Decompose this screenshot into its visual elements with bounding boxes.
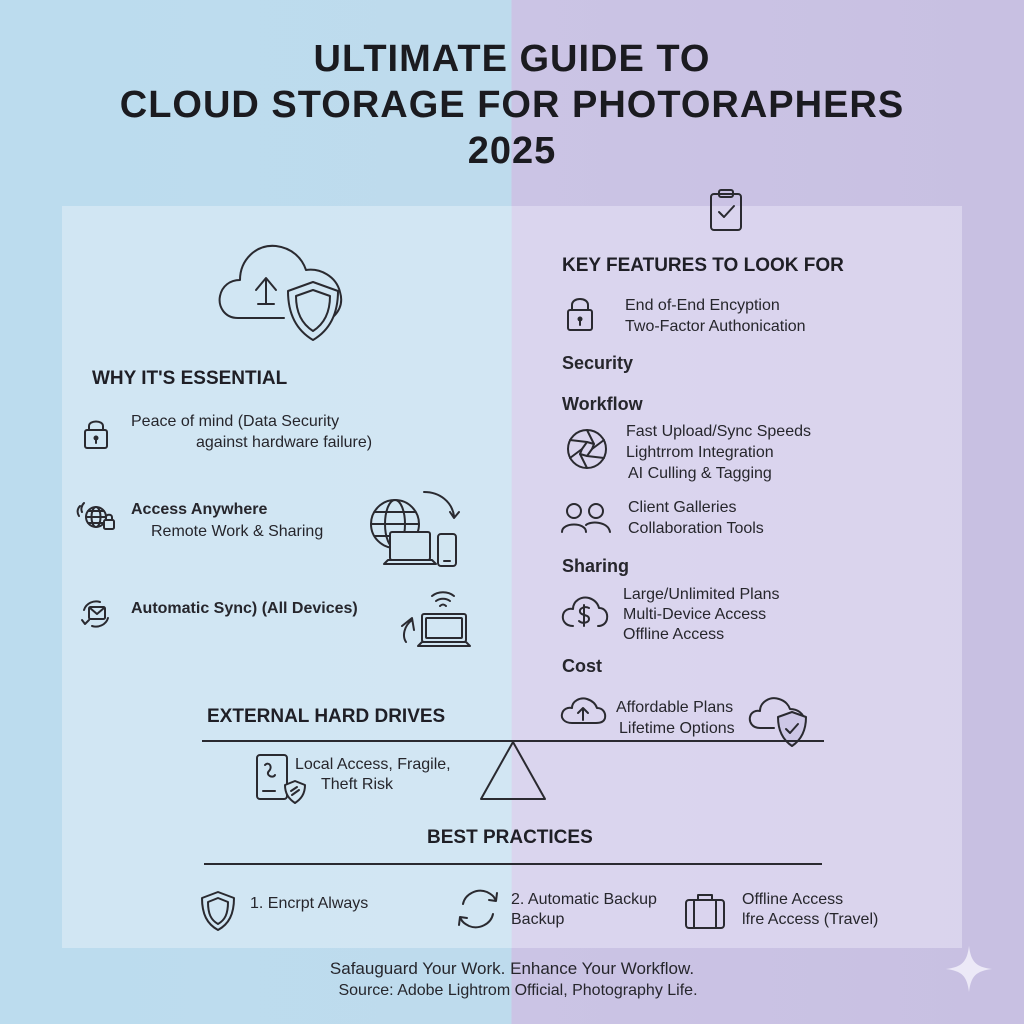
- shield-icon: [200, 890, 236, 932]
- globe-devices-icon: [368, 488, 468, 570]
- automatic-sync-text: Automatic Sync) (All Devices): [131, 600, 358, 617]
- cost-item-2: Lifetime Options: [619, 720, 735, 737]
- access-anywhere-subtitle: Remote Work & Sharing: [151, 523, 324, 540]
- globe-lock-icon: [76, 500, 118, 532]
- peace-of-mind-line-1: Peace of mind (Data Security: [131, 413, 340, 430]
- best-practices-divider: [204, 863, 822, 865]
- external-drives-heading: EXTERNAL HARD DRIVES: [207, 706, 446, 727]
- security-lock-icon: [566, 296, 594, 332]
- suitcase-icon: [684, 892, 726, 930]
- key-features-heading: KEY FEATURES TO LOOK FOR: [562, 255, 844, 276]
- cloud-dollar-icon: [561, 594, 609, 630]
- external-drives-line-1: Local Access, Fragile,: [295, 756, 451, 773]
- best-practice-3-line-2: lfre Access (Travel): [742, 911, 879, 928]
- best-practice-2-line-2: Backup: [511, 911, 565, 928]
- external-drives-line-2: Theft Risk: [321, 776, 394, 793]
- best-practices-heading: BEST PRACTICES: [427, 827, 593, 848]
- access-anywhere-title: Access Anywhere: [131, 501, 268, 518]
- sharing-item-2: Multi-Device Access: [623, 606, 767, 623]
- collab-item-1: Client Galleries: [628, 499, 737, 516]
- footer-tagline: Safauguard Your Work. Enhance Your Workflow.: [329, 959, 695, 978]
- users-icon: [560, 502, 612, 534]
- cost-label: Cost: [562, 656, 602, 676]
- best-practice-2-line-1: 2. Automatic Backup: [511, 891, 657, 908]
- footer-source: Source: Adobe Lightrom Official, Photography Life.: [338, 982, 698, 999]
- cost-item-1: Affordable Plans: [616, 699, 734, 716]
- workflow-item-1: Fast Upload/Sync Speeds: [626, 423, 811, 440]
- sync-icon: [80, 598, 112, 630]
- title-line-3: 2025: [467, 130, 557, 172]
- title-line-1: ULTIMATE GUIDE TO: [313, 38, 711, 80]
- lock-icon: [84, 418, 108, 450]
- clipboard-check-icon: [708, 188, 744, 232]
- why-essential-heading: WHY IT'S ESSENTIAL: [92, 368, 288, 389]
- workflow-label: Workflow: [562, 394, 643, 414]
- scale-fulcrum: [478, 740, 548, 802]
- cloud-upload-icon: [560, 696, 606, 726]
- sharing-item-1: Large/Unlimited Plans: [623, 586, 780, 603]
- workflow-item-2: Lightrrom Integration: [626, 444, 774, 461]
- best-practice-3-line-1: Offline Access: [742, 891, 844, 908]
- sparkle-icon: [944, 944, 994, 994]
- page-title: [0, 36, 1024, 174]
- refresh-icon: [455, 886, 501, 932]
- security-item-1: End of-End Encyption: [625, 297, 780, 314]
- best-practice-1: 1. Encrpt Always: [250, 895, 369, 912]
- title-line-2: CLOUD STORAGE FOR PHOTORAPHERS: [119, 84, 905, 126]
- wifi-laptop-icon: [400, 586, 476, 652]
- cloud-shield-icon: [216, 236, 348, 346]
- sharing-label: Sharing: [562, 556, 630, 576]
- sharing-item-3: Offline Access: [623, 626, 725, 643]
- workflow-item-3: AI Culling & Tagging: [628, 465, 772, 482]
- aperture-icon: [566, 428, 608, 470]
- collab-item-2: Collaboration Tools: [628, 520, 764, 537]
- security-label: Security: [562, 353, 634, 373]
- peace-of-mind-line-2: against hardware failure): [196, 434, 373, 451]
- security-item-2: Two-Factor Authonication: [625, 318, 806, 335]
